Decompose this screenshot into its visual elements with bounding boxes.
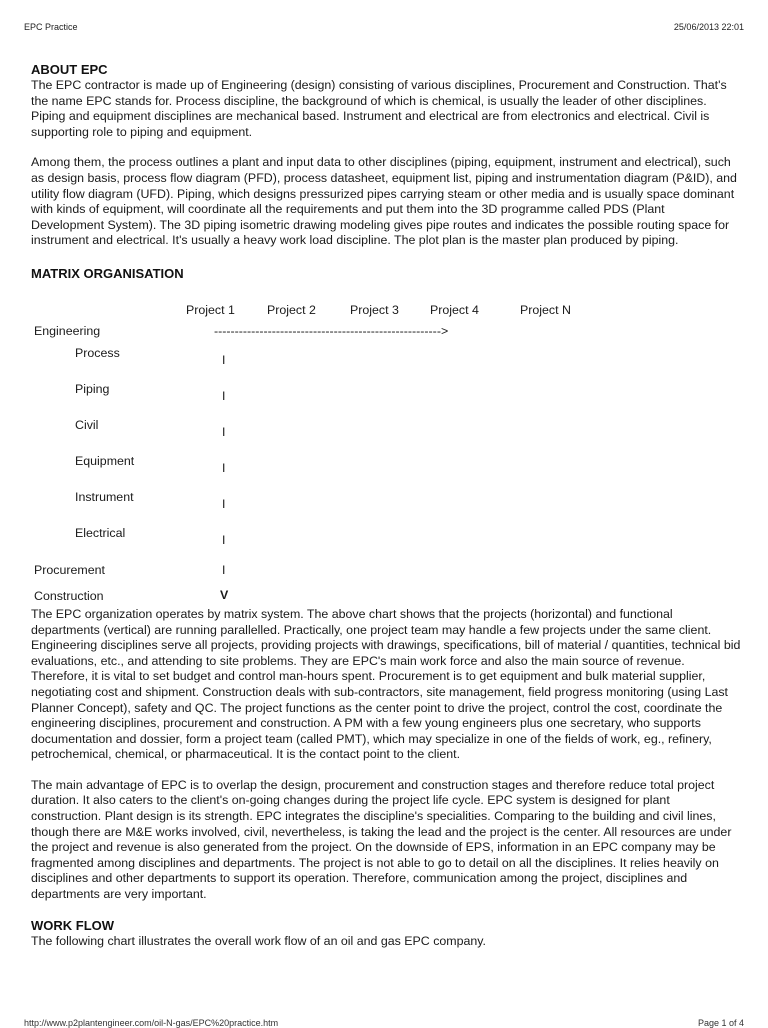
about-paragraph-2: Among them, the process outlines a plant and input data to other disciplines (piping, equipment, instrument and electrical), such as design basis, process flow diagram (PFD), process datasheet, equipment list, piping and instrumentation diagram (P&ID), and utility flow diagram (UFD). Piping, which designs pressurized pipes carrying steam or other media and is usually space dominant with kinds of equipment, will coordinate all the requirements and put them into the 3D programme called PDS (Plant Development System). The 3D piping isometric drawing modeling gives pipe routes and indicates the possible routing space for instrument and electrical. It's usually a heavy work load discipline. The plot plan is the master plan produced by piping. xyxy=(31,155,737,248)
discipline-label: Instrument xyxy=(75,489,134,504)
vertical-bar: I xyxy=(222,562,226,577)
print-datetime: 25/06/2013 22:01 xyxy=(673,22,744,32)
matrix-diagram xyxy=(31,282,741,603)
discipline-label: Equipment xyxy=(75,453,135,468)
page-url: http://www.p2plantengineer.com/oil-N-gas/EPC%20practice.htm xyxy=(24,1018,279,1028)
about-heading: ABOUT EPC xyxy=(31,62,108,77)
about-paragraph-1: The EPC contractor is made up of Engineering (design) consisting of various disciplines, Procurement and Construction. That's the name EPC stands for. Process discipline, the background of which is chemical, is usually the leader of other disciplines. Piping and equipment disciplines are mechanical based. Instrument and electrical are from electronics and electrical. Civil is supporting role to piping and equipment. xyxy=(31,78,727,139)
page-content xyxy=(31,62,741,949)
procurement-label: Procurement xyxy=(34,562,105,577)
engineering-label: Engineering xyxy=(34,323,101,338)
down-arrowhead: V xyxy=(220,587,229,602)
discipline-label: Piping xyxy=(75,381,110,396)
vertical-bar: I xyxy=(222,352,226,367)
matrix-heading: MATRIX ORGANISATION xyxy=(31,265,184,281)
project-label: Project N xyxy=(520,302,571,317)
matrix-paragraph: The EPC organization operates by matrix system. The above chart shows that the projects (horizontal) and functional departments (vertical) are running parallelled. Practically, one project team may handle a few projects under the same client. Engineering disciplines serve all projects, providing projects with drawings, specifications, bill of material / quantities, technical bid evaluations, etc., and attending to site problems. They are EPC's main work force and also the main source of revenue. Therefore, it is vital to set budget and control man-hours spent. Procurement is to get equipment and bulk material supplier, negotiating cost and shipment. Construction deals with sub-contractors, site management, field progress monitoring (using Last Planner Concept), safety and QC. The project functions as the center point to drive the project, control the cost, coordinate the engineering disciplines, procurement and construction. A PM with a few young engineers plus one secretary, who supports documentation and dossier, form a project team (called PMT), which may specialize in one of the fields of work, eg., refinery, petrochemical, chemical, or pharmaceutical. It is the contact point to the client. xyxy=(31,606,741,762)
workflow-heading: WORK FLOW xyxy=(31,917,115,933)
vertical-bar: I xyxy=(222,424,226,439)
discipline-label: Electrical xyxy=(75,525,126,540)
construction-label: Construction xyxy=(34,588,104,603)
horizontal-arrow: -------------------------------------------------------> xyxy=(214,323,449,338)
vertical-bar: I xyxy=(222,496,226,511)
project-label: Project 3 xyxy=(350,302,399,317)
project-label: Project 4 xyxy=(430,302,479,317)
project-label: Project 2 xyxy=(267,302,316,317)
discipline-label: Civil xyxy=(75,417,99,432)
document-title: EPC Practice xyxy=(24,22,78,32)
vertical-bar: I xyxy=(222,388,226,403)
vertical-bar: I xyxy=(222,460,226,475)
advantage-paragraph: The main advantage of EPC is to overlap the design, procurement and construction stages and therefore reduce total project duration. It also caters to the client's on-going changes during the project life cycle. EPC system is designed for plant construction. Plant design is its strength. EPC integrates the discipline's specialities. Comparing to the building and civil lines, though there are M&E works involved, civil, nevertheless, is taking the lead and the project is the center. All resources are under the project and revenue is also generated from the project. On the downside of EPS, information in an EPC company may be fragmented among disciplines and departments. The project is not able to go to detail on all the disciplines. It relies heavily on disciplines and other departments to support its operation. Therefore, communication among the project, disciplines and departments are very important. xyxy=(31,777,732,902)
vertical-bar: I xyxy=(222,532,226,547)
workflow-paragraph: The following chart illustrates the overall work flow of an oil and gas EPC company. xyxy=(31,933,486,948)
discipline-label: Process xyxy=(75,345,120,360)
project-label: Project 1 xyxy=(186,302,235,317)
page-number: Page 1 of 4 xyxy=(697,1018,744,1028)
